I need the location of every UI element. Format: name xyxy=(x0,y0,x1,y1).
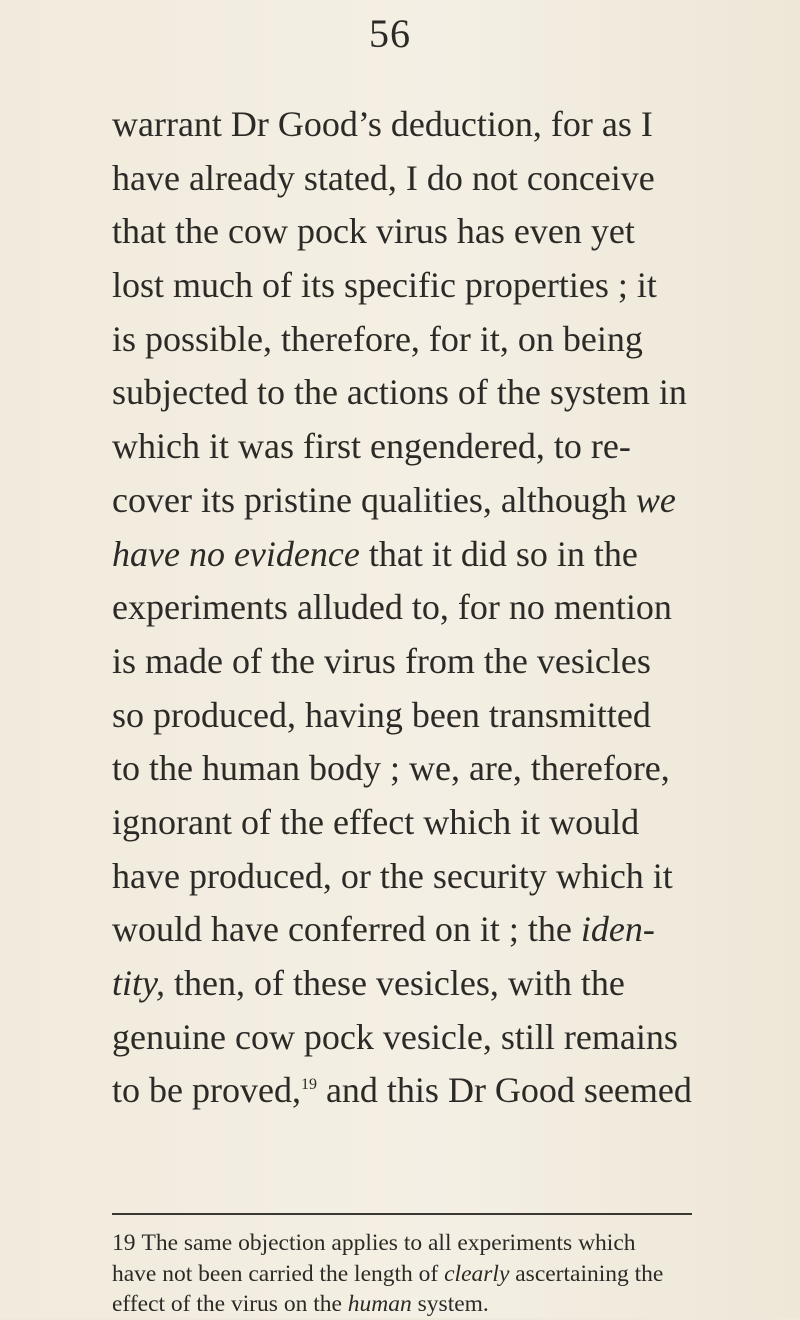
text-line: lost much of its specific properties ; it xyxy=(112,265,657,306)
text-line: warrant Dr Good’s deduction, for as I xyxy=(112,104,653,144)
text-line: have produced, or the security which it xyxy=(112,855,673,896)
text-line: cover its pristine qualities, although we xyxy=(112,479,676,520)
italic-phrase: have no evidence xyxy=(112,533,360,574)
italic-word: iden- xyxy=(580,909,655,950)
page-number: 56 xyxy=(369,11,411,56)
text-line: have already stated, I do not conceive xyxy=(112,157,655,198)
text-line: have no evidence that it did so in the xyxy=(112,533,638,574)
footnote-number: 19 xyxy=(112,1230,136,1256)
text-line: is made of the virus from the vesicles xyxy=(112,640,651,681)
italic-phrase: we xyxy=(635,479,676,520)
text-line: genuine cow pock vesicle, still remains xyxy=(112,1016,678,1057)
text-line: to the human body ; we, are, therefore, xyxy=(112,748,670,789)
text-line: tity, then, of these vesicles, with the xyxy=(112,963,625,1003)
footnote-block xyxy=(112,1228,800,1320)
text-line: ignorant of the effect which it would xyxy=(112,801,640,842)
footnote-italic-word: clearly xyxy=(444,1260,510,1287)
text-line: which it was first engendered, to re- xyxy=(112,426,631,467)
text-line: would have conferred on it ; the iden- xyxy=(112,909,655,950)
footnote-italic-word: human xyxy=(347,1291,412,1317)
footnote-line: have not been carried the length of clearly ascertaining the xyxy=(112,1260,664,1287)
text-line: to be proved,$^{19}$ and this Dr Good seemed xyxy=(112,1070,692,1111)
footnote-reference: 19 xyxy=(300,1076,317,1094)
text-line: is possible, therefore, for it, on being xyxy=(112,318,643,359)
footnote-line: effect of the virus on the human system. xyxy=(112,1291,489,1317)
text-line: that the cow pock virus has even yet xyxy=(112,211,635,252)
italic-word: tity, xyxy=(112,963,165,1003)
text-line: subjected to the actions of the system in xyxy=(112,372,687,413)
footnote-line: 19 The same objection applies to all experiments which xyxy=(112,1230,636,1256)
main-text xyxy=(112,98,800,1118)
footnote-divider xyxy=(112,1213,692,1215)
text-line: so produced, having been transmitted xyxy=(112,694,651,735)
text-line: experiments alluded to, for no mention xyxy=(112,587,672,628)
